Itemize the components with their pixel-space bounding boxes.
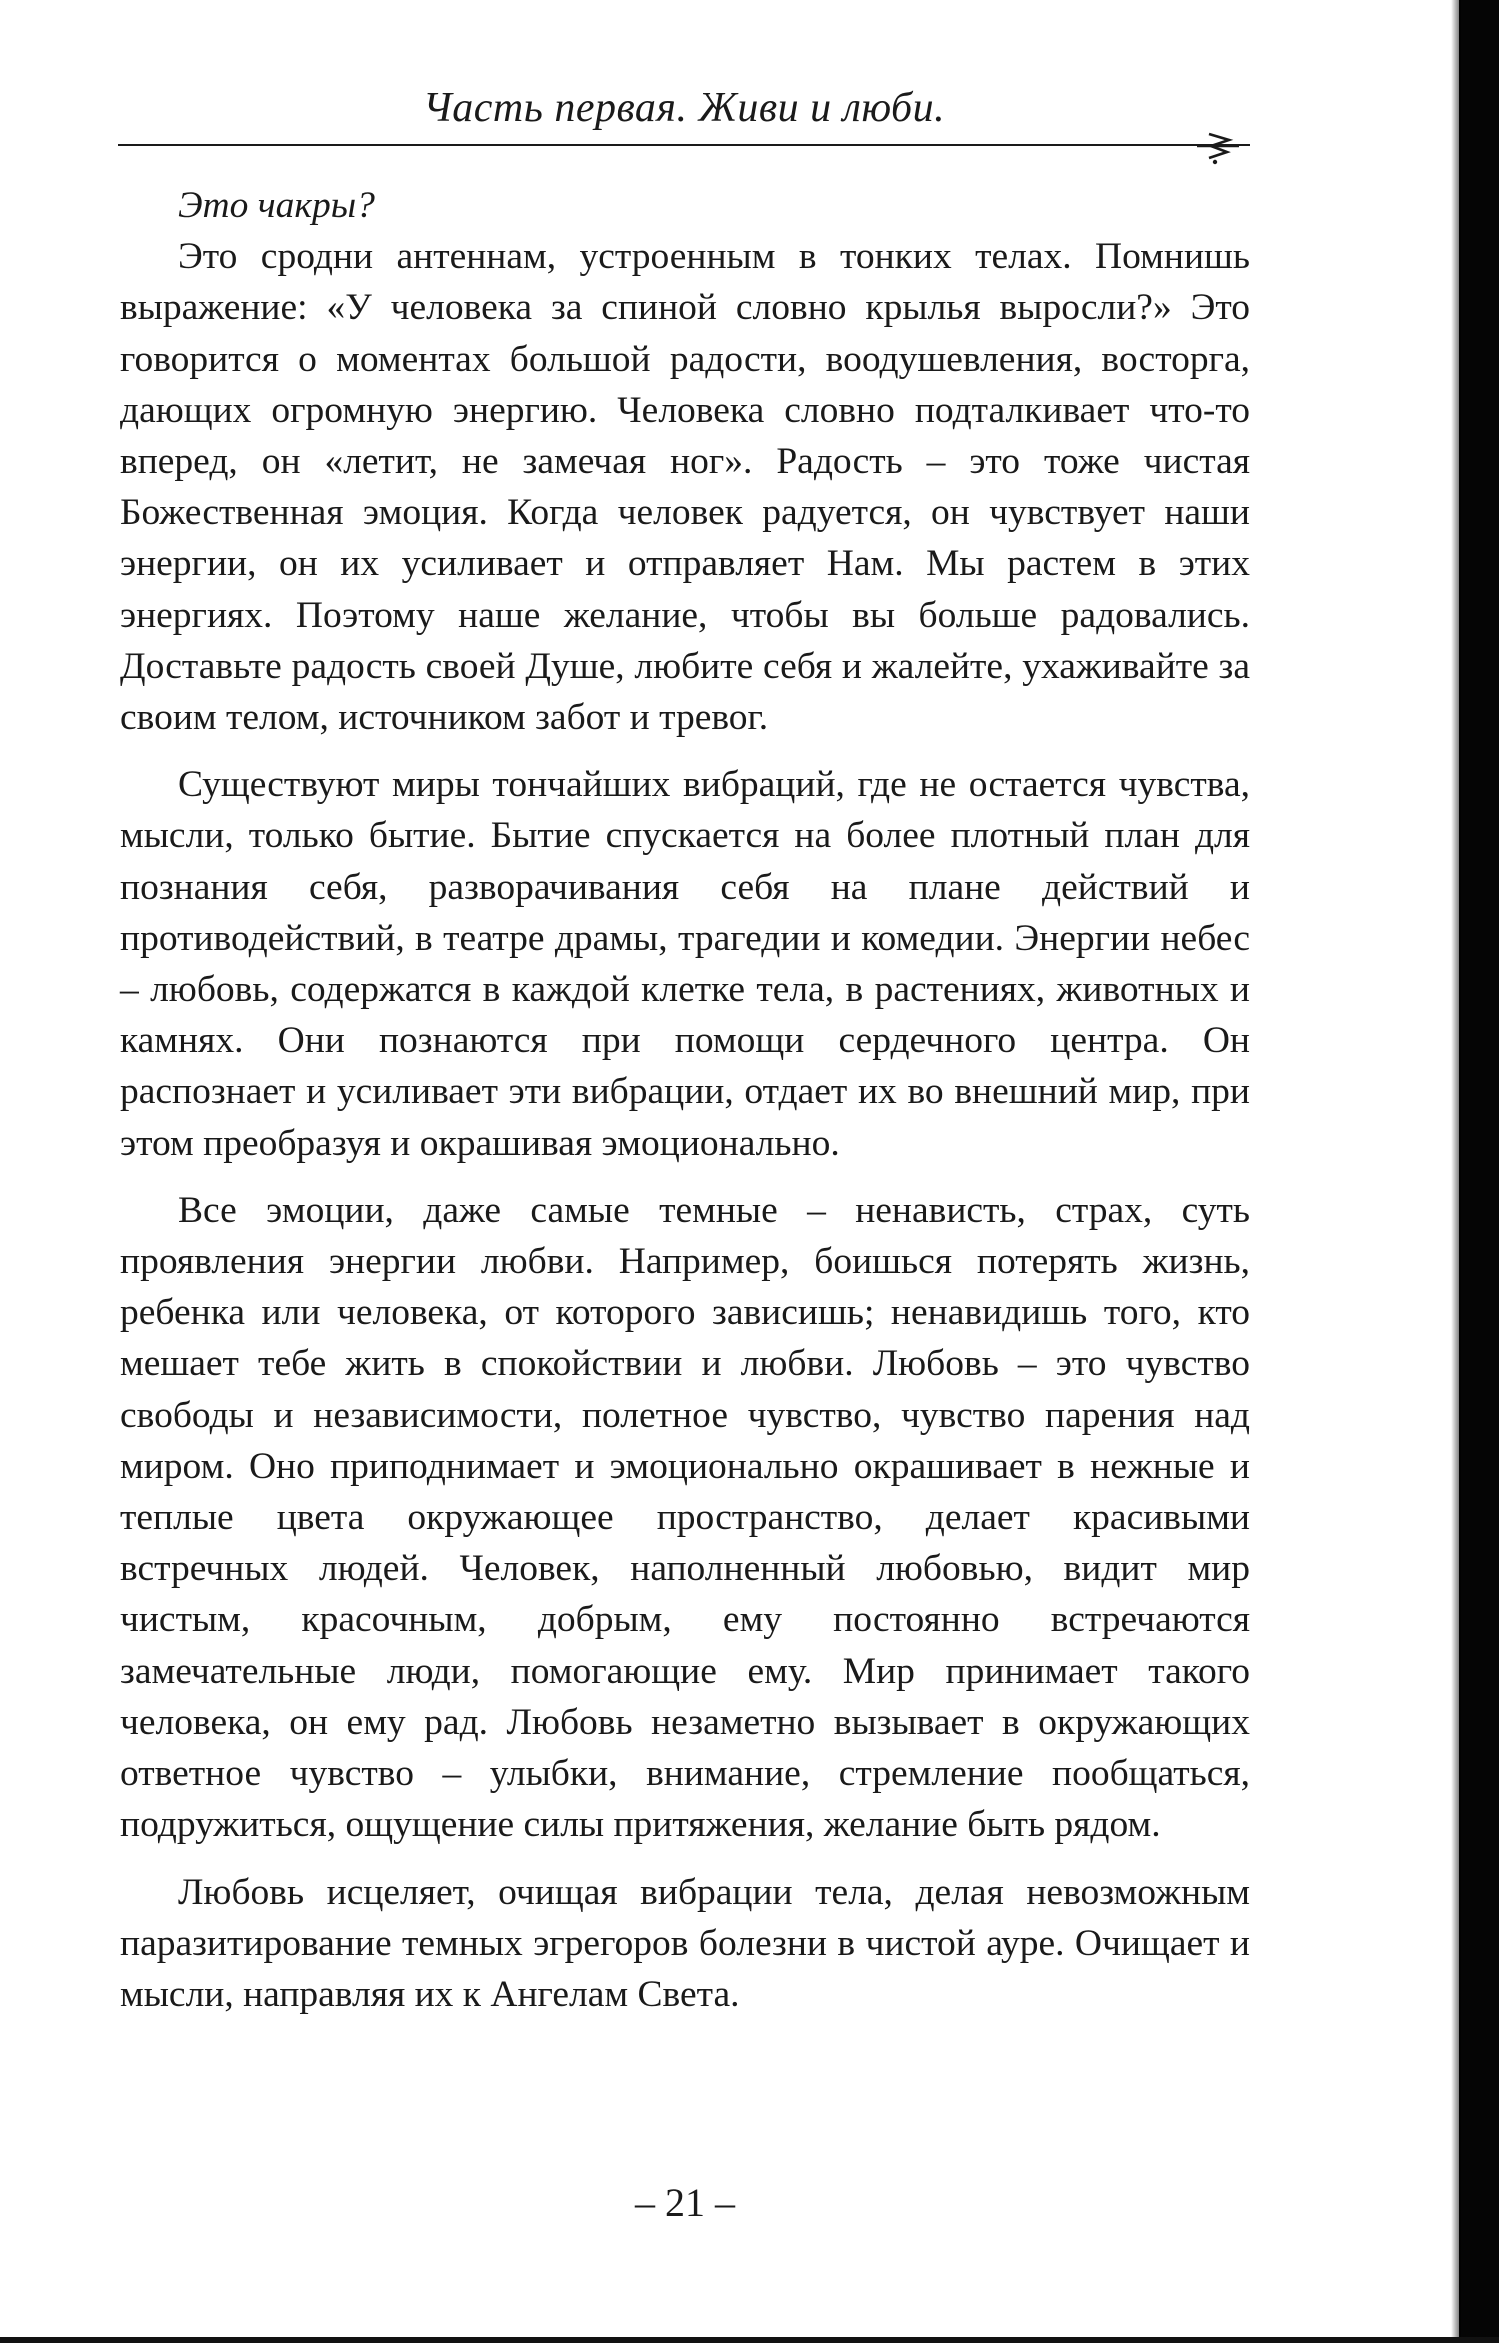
scan-edge-bottom xyxy=(0,2337,1499,2343)
page-number: – 21 – xyxy=(635,2180,735,2225)
fleuron-ornament-icon xyxy=(1193,126,1243,166)
question-line: Это чакры? xyxy=(178,185,375,226)
paragraph-1: Это сродни антеннам, устроенным в тонких телах. Помнишь выражение: «У человека за спиной словно крылья выросли?» Это говорится о моментах большой радости, воодушевления, восторга, дающих огромную энергию. Человека словно подталкивает что-то вперед, он «летит, не замечая ног». Радость – это тоже чистая Божественная эмоция. Когда человек радуется, он чувствует наши энергии, он их усиливает и отправляет Нам. Мы растем в этих энергиях. Поэтому наше желание, чтобы вы больше радовались. Доставьте радость своей Душе, любите себя и жалейте, ухаживайте за своим телом, источником забот и тревог. xyxy=(120,236,1250,739)
scan-edge-right xyxy=(1459,0,1499,2343)
running-title: Часть первая. Живи и люби. xyxy=(422,85,946,131)
paragraph-4: Любовь исцеляет, очищая вибрации тела, делая невозможным паразитирование темных эгрегоров болезни в чистой ауре. Очищает и мысли, направляя их к Ангелам Света. xyxy=(120,1871,1250,2015)
paragraph-2: Существуют миры тончайших вибраций, где не остается чувства, мысли, только бытие. Бытие спускается на более плотный план для познания себя, разворачивания себя на плане действий и противодействий, в театре драмы, трагедии и комедии. Энергии небес – любовь, содержатся в каждой клетке тела, в растениях, животных и камнях. Они познаются при помощи сердечного центра. Он распознает и усиливает эти вибрации, отдает их во внешний мир, при этом преобразуя и окрашивая эмоционально. xyxy=(120,764,1250,1164)
body-text xyxy=(120,180,1250,2036)
page-header xyxy=(118,82,1250,162)
paragraph-3: Все эмоции, даже самые темные – ненависть, страх, суть проявления энергии любви. Например, боишься потерять жизнь, ребенка или человека, от которого зависишь; ненавидишь того, кто мешает тебе жить в спокойствии и любви. Любовь – это чувство свободы и независимости, полетное чувство, чувство парения над миром. Оно приподнимает и эмоционально окрашивает в нежные и теплые цвета окружающее пространство, делает красивыми встречных людей. Человек, наполненный любовью, видит мир чистым, красочным, добрым, ему постоянно встречаются замечательные люди, помогающие ему. Мир принимает такого человека, он ему рад. Любовь незаметно вызывает в окружающих ответное чувство – улыбки, внимание, стремление пообщаться, подружиться, ощущение силы притяжения, желание быть рядом. xyxy=(120,1189,1250,1846)
header-rule xyxy=(118,144,1250,146)
